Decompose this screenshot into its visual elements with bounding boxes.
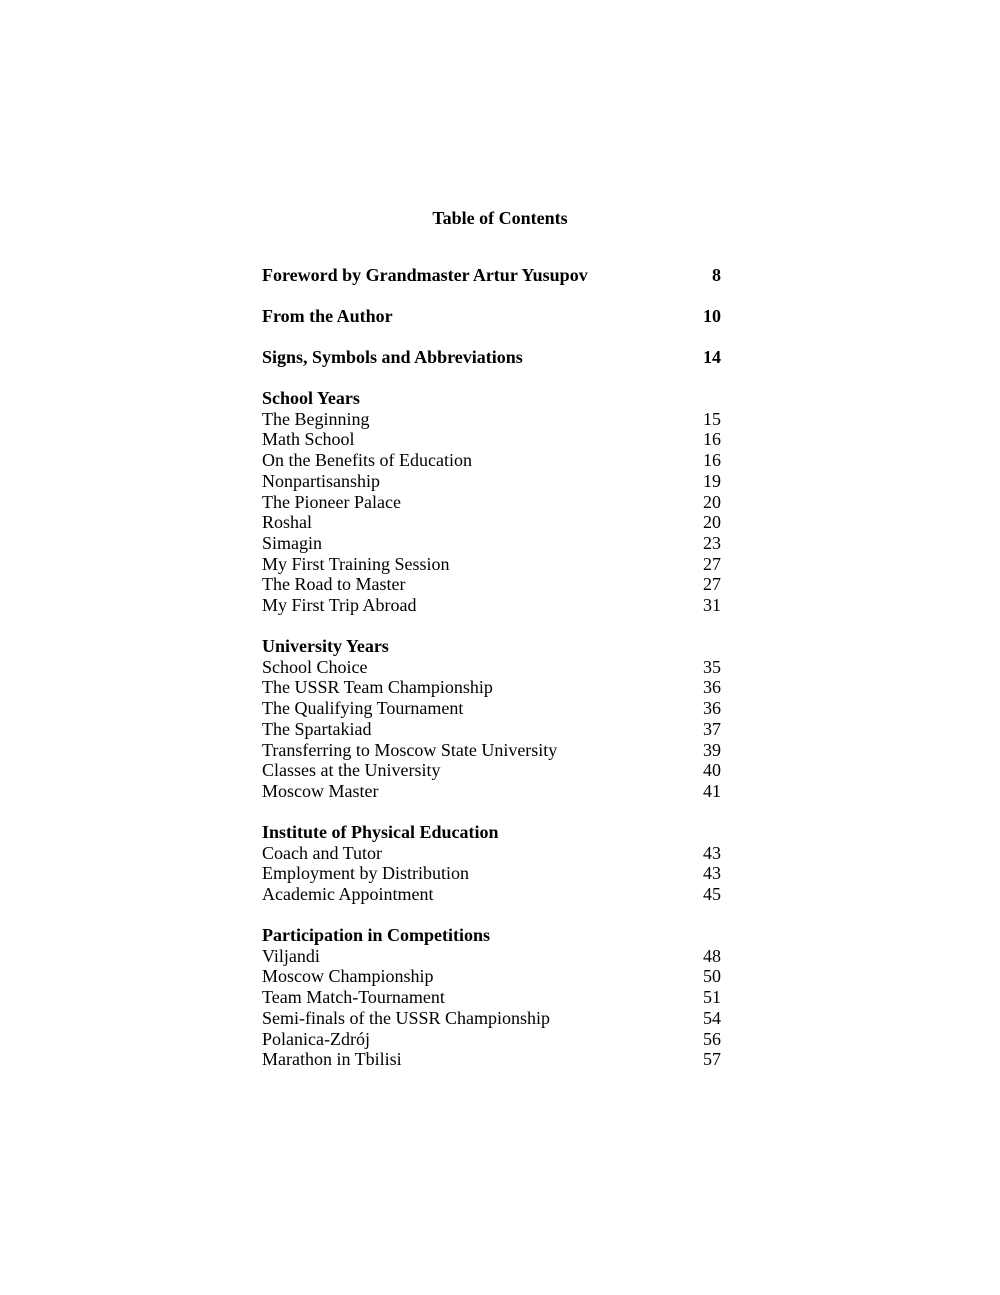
toc-entry-label: The Qualifying Tournament [262, 698, 464, 719]
toc-entry-label: Math School [262, 429, 355, 450]
toc-entry [262, 574, 721, 595]
toc-entry-page-number: 8 [712, 265, 721, 285]
toc-front-matter-entry [262, 265, 721, 286]
toc-entry-label: My First Training Session [262, 553, 450, 574]
toc-entry-label: Moscow Master [262, 780, 379, 801]
toc-spacer [262, 802, 721, 822]
toc-section [262, 822, 721, 905]
toc-entry-page-number: 14 [703, 347, 721, 367]
toc-entry [262, 657, 721, 678]
toc-entry [262, 1029, 721, 1050]
toc-entry-page-number: 48 [703, 945, 721, 966]
toc-entry-label: Coach and Tutor [262, 842, 383, 863]
toc-entry [262, 740, 721, 761]
toc-entry-page-number: 51 [703, 987, 721, 1008]
toc-entry-label: Transferring to Moscow State University [262, 739, 558, 760]
toc-entry-page-number: 19 [703, 470, 721, 491]
toc-entry-label: On the Benefits of Education [262, 450, 472, 471]
toc-entry [262, 719, 721, 740]
toc-entry [262, 471, 721, 492]
toc-entry [262, 595, 721, 616]
toc-entry-page-number: 41 [703, 780, 721, 801]
toc-entry-page-number: 50 [703, 966, 721, 987]
toc-entry-page-number: 57 [703, 1049, 721, 1070]
toc-entry-page-number: 40 [703, 760, 721, 781]
toc-entry [262, 884, 721, 905]
toc-entry-page-number: 20 [703, 512, 721, 533]
toc-entry-page-number: 23 [703, 532, 721, 553]
table-of-contents [262, 265, 721, 1070]
toc-entry-page-number: 36 [703, 677, 721, 698]
toc-section [262, 636, 721, 802]
toc-spacer [262, 616, 721, 636]
toc-entry [262, 450, 721, 471]
toc-entry [262, 966, 721, 987]
toc-spacer [262, 286, 721, 306]
toc-entry-label: Viljandi [262, 945, 320, 966]
toc-entry-label: The Road to Master [262, 574, 406, 595]
toc-entry-label: The Pioneer Palace [262, 491, 401, 512]
toc-entry-label: Simagin [262, 532, 323, 553]
toc-section-heading: University Years [262, 636, 389, 657]
page-title: Table of Contents [432, 208, 568, 228]
toc-entry-label: Roshal [262, 512, 313, 533]
toc-entry-label: Team Match-Tournament [262, 987, 445, 1008]
toc-entry [262, 1049, 721, 1070]
toc-entry-label: Marathon in Tbilisi [262, 1049, 402, 1070]
toc-entry [262, 698, 721, 719]
toc-entry-label: School Choice [262, 656, 368, 677]
toc-entry-page-number: 20 [703, 491, 721, 512]
toc-entry-page-number: 16 [703, 450, 721, 471]
toc-entry [262, 677, 721, 698]
toc-entry [262, 863, 721, 884]
toc-entry-label: The Beginning [262, 408, 370, 429]
toc-entry-label: Signs, Symbols and Abbreviations [262, 347, 523, 367]
toc-entry-label: From the Author [262, 306, 393, 326]
toc-section-heading: Institute of Physical Education [262, 821, 499, 842]
toc-section-heading: School Years [262, 388, 360, 408]
toc-entry-page-number: 37 [703, 718, 721, 739]
toc-entry-page-number: 54 [703, 1007, 721, 1028]
toc-entry-page-number: 31 [703, 595, 721, 616]
toc-entry [262, 429, 721, 450]
toc-front-matter-entry [262, 306, 721, 327]
toc-entry-page-number: 43 [703, 863, 721, 884]
toc-entry [262, 533, 721, 554]
toc-entry-page-number: 27 [703, 574, 721, 595]
toc-entry-label: The USSR Team Championship [262, 677, 493, 698]
toc-entry [262, 492, 721, 513]
toc-entry-page-number: 15 [703, 408, 721, 429]
toc-entry [262, 843, 721, 864]
toc-section [262, 388, 721, 616]
toc-spacer [262, 327, 721, 347]
toc-entry-label: Nonpartisanship [262, 470, 380, 491]
toc-spacer [262, 368, 721, 388]
toc-entry-page-number: 16 [703, 429, 721, 450]
toc-entry-label: My First Trip Abroad [262, 595, 417, 616]
toc-entry-page-number: 45 [703, 884, 721, 905]
toc-entry-label: Classes at the University [262, 760, 441, 781]
toc-entry [262, 554, 721, 575]
toc-entry-page-number: 56 [703, 1028, 721, 1049]
toc-entry-page-number: 35 [703, 656, 721, 677]
toc-entry-page-number: 43 [703, 842, 721, 863]
toc-entry [262, 760, 721, 781]
toc-entry-label: Polanica-Zdrój [262, 1028, 370, 1049]
toc-entry [262, 946, 721, 967]
toc-entry [262, 512, 721, 533]
toc-section-heading: Participation in Competitions [262, 925, 490, 946]
toc-entry [262, 409, 721, 430]
toc-spacer [262, 905, 721, 925]
toc-entry [262, 987, 721, 1008]
toc-entry-label: Academic Appointment [262, 884, 434, 905]
toc-entry-page-number: 39 [703, 739, 721, 760]
toc-entry-label: Foreword by Grandmaster Artur Yusupov [262, 265, 588, 285]
toc-entry-page-number: 27 [703, 553, 721, 574]
toc-entry [262, 1008, 721, 1029]
toc-entry-label: Employment by Distribution [262, 863, 469, 884]
toc-section [262, 925, 721, 1070]
toc-entry-page-number: 36 [703, 698, 721, 719]
toc-entry-label: Semi-finals of the USSR Championship [262, 1007, 550, 1028]
toc-entry [262, 781, 721, 802]
toc-entry-page-number: 10 [703, 306, 721, 326]
toc-front-matter-entry [262, 347, 721, 368]
toc-entry-label: Moscow Championship [262, 966, 434, 987]
toc-entry-label: The Spartakiad [262, 718, 372, 739]
